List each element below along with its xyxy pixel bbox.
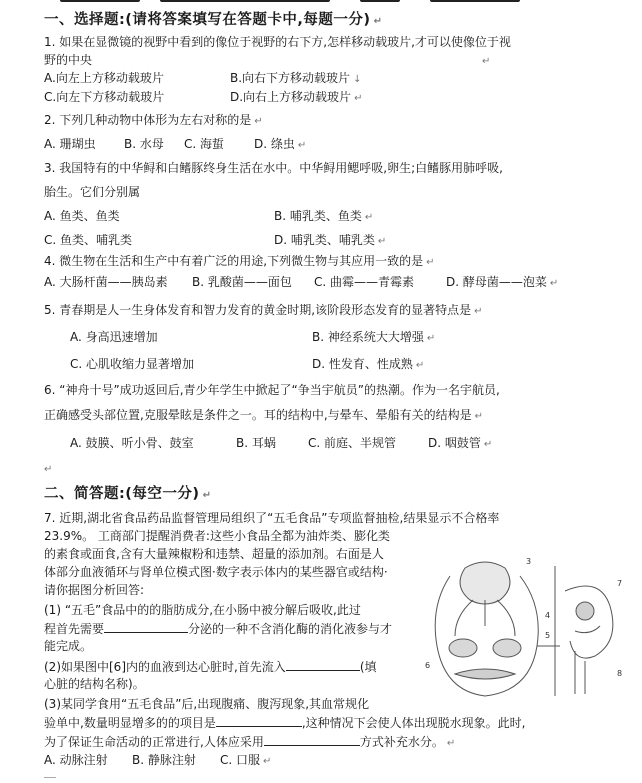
q7-stem: 7. 近期,湖北省食品药品监督管理局组织了“五毛食品”专项监督抽检,结果显示不合格率 [44, 511, 500, 525]
diagram-label-6: 6 [425, 661, 431, 670]
q6-option-a: A. 鼓膜、听小骨、鼓室 [70, 436, 194, 450]
heart-shape [460, 562, 510, 604]
q1-option-b: B.向右下方移动载玻片 ↓ [230, 71, 362, 85]
q2-option-a: A. 珊瑚虫 [44, 137, 96, 151]
q4-option-d: D. 酵母菌——泡菜 ↵ [446, 275, 559, 289]
q7-option-a: A. 动脉注射 [44, 753, 108, 767]
organ-right [493, 639, 521, 657]
q3-option-a: A. 鱼类、鱼类 [44, 209, 120, 223]
diagram-label-8: 8 [617, 669, 623, 678]
q2-option-d: D. 绦虫 ↵ [254, 137, 307, 151]
q3-option-b: B. 哺乳类、鱼类 ↵ [274, 209, 374, 223]
diagram-label-7: 7 [617, 579, 623, 588]
q4-option-c: C. 曲霉——青霉素 [314, 275, 415, 289]
q6-option-c: C. 前庭、半规管 [308, 436, 397, 450]
q1-stem: 1. 如果在显微镜的视野中看到的像位于视野的右下方,怎样移动载玻片,才可以使像位于视 [44, 35, 511, 49]
q7-part2-cont: 心脏的结构名称)。 [44, 677, 145, 691]
section2-heading: 二、简答题:(每空一分) ↵ [44, 486, 212, 502]
q7-part2: (2)如果图中[6]内的血液到达心脏时,首先流入 (填 [44, 660, 377, 674]
q2-option-b: B. 水母 [124, 137, 164, 151]
q1-stem-cont: 野的中央 ↵ [44, 53, 491, 67]
q7-stem-2: 23.9%。 工商部门提醒消费者:这些小食品全都为油炸类、膨化类 [44, 529, 390, 543]
q1-option-c: C.向左下方移动载玻片 [44, 90, 165, 104]
q1-option-d: D.向右上方移动载玻片 ↵ [230, 90, 363, 104]
q7-part1: (1) “五毛”食品中的的脂肪成分,在小肠中被分解后吸收,此过 [44, 603, 361, 617]
vessels [455, 600, 515, 636]
q7-stem-4: 体部分血液循环与肾单位模式图·数字表示体内的某些器官或结构· [44, 565, 388, 579]
q6-stem-cont: 正确感受头部位置,克服晕眩是条件之一。耳的结构中,与晕车、晕船有关的结构是 ↵ [44, 408, 484, 422]
q6-option-b: B. 耳蜗 [236, 436, 276, 450]
q3-option-c: C. 鱼类、哺乳类 [44, 233, 133, 247]
answer-blank-2[interactable] [286, 658, 360, 671]
q5-option-b: B. 神经系统大大增强 ↵ [312, 330, 436, 344]
q5-option-a: A. 身高迅速增加 [70, 330, 158, 344]
q5-stem: 5. 青春期是人一生身体发育和智力发育的黄金时期,该阶段形态发育的显著特点是 ↵ [44, 303, 483, 317]
diagram-label-4: 4 [545, 611, 551, 620]
q7-option-c: C. 口服 ↵ [220, 753, 272, 767]
q4-option-a: A. 大肠杆菌——胰岛素 [44, 275, 168, 289]
q5-option-c: C. 心肌收缩力显著增加 [70, 357, 195, 371]
q5-option-d: D. 性发育、性成熟 ↵ [312, 357, 425, 371]
q7-part1-end: 能完成。 [44, 639, 93, 653]
q7-option-b: B. 静脉注射 [132, 753, 196, 767]
q7-part3-end: 为了保证生命活动的正常进行,人体应采用 方式补充水分。 ↵ [44, 735, 456, 749]
diagram-label-5: 5 [545, 631, 551, 640]
q4-stem: 4. 微生物在生活和生产中有着广泛的用途,下列微生物与其应用一致的是 ↵ [44, 254, 435, 268]
glomerulus [576, 602, 594, 620]
q6-option-d: D. 咽鼓管 ↵ [428, 436, 493, 450]
q1-option-a: A.向左上方移动载玻片 [44, 71, 164, 85]
nephron-tubule [565, 586, 613, 658]
q4-option-b: B. 乳酸菌——面包 [192, 275, 292, 289]
diagram-label-3: 3 [526, 557, 532, 566]
q7-part3: (3)某同学食用“五毛食品”后,出现腹痛、腹泻现象,其血常规化 [44, 697, 370, 711]
q7-part3-cont: 验单中,数量明显增多的的项目是 ,这种情况下会使人体出现脱水现象。此时, [44, 716, 526, 730]
lower-capillary-bed [455, 669, 515, 679]
empty-paragraph-mark: ↵ [44, 464, 53, 475]
answer-blank-1[interactable] [104, 620, 188, 633]
q6-stem: 6. “神舟十号”成功返回后,青少年学生中掀起了“争当宇航员”的热潮。作为一名宇航员, [44, 383, 500, 397]
q3-stem-cont: 胎生。它们分别属 [44, 185, 141, 199]
organ-left [449, 639, 477, 657]
q3-option-d: D. 哺乳类、哺乳类 ↵ [274, 233, 387, 247]
q7-stem-5: 请你据图分析回答: [44, 583, 145, 597]
q2-stem: 2. 下列几种动物中体形为左右对称的是 ↵ [44, 113, 263, 127]
q3-stem: 3. 我国特有的中华鲟和白鳍豚终身生活在水中。中华鲟用鳃呼吸,卵生;白鳍豚用肺呼吸, [44, 161, 503, 175]
q7-stem-3: 的素食或面食,含有大量辣椒粉和违禁、超量的添加剂。右面是人 [44, 547, 384, 561]
section1-heading: 一、选择题:(请将答案填写在答题卡中,每题一分) ↵ [44, 12, 383, 28]
page-corner-mark [44, 777, 56, 778]
answer-blank-4[interactable] [264, 733, 360, 746]
blood-circulation-nephron-diagram [425, 556, 630, 704]
cut-off-top-line [0, 0, 642, 6]
answer-blank-3[interactable] [216, 714, 302, 727]
q7-part1-cont: 程首先需要 分泌的一种不含消化酶的消化液参与才 [44, 622, 393, 636]
collecting-duct [575, 626, 600, 694]
q2-option-c: C. 海蜇 [184, 137, 225, 151]
